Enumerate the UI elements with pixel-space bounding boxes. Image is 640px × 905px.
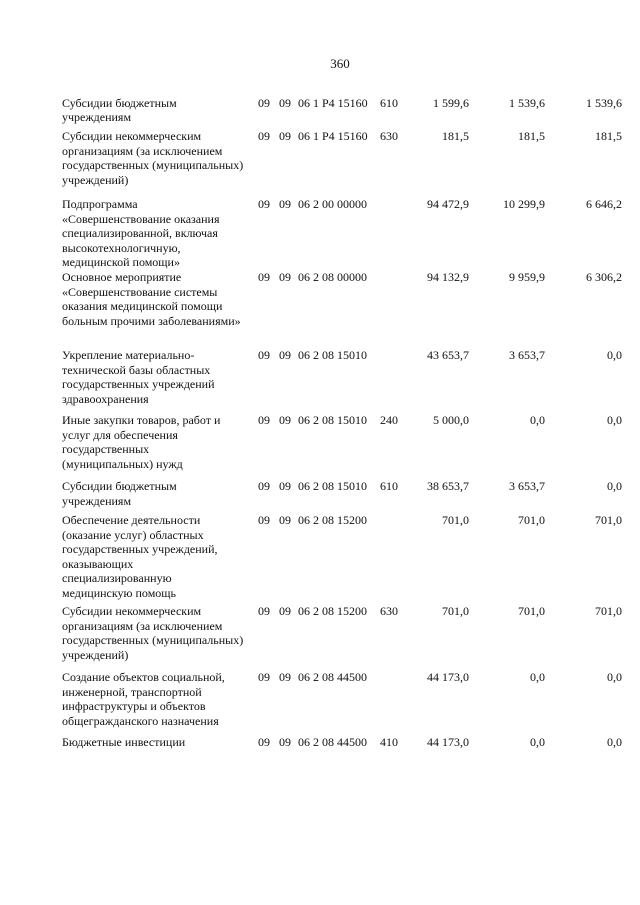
row-target: 06 2 08 44500 [298,735,367,749]
row-target: 06 1 Р4 15160 [298,129,368,143]
row-section: 09 [258,129,270,143]
row-value-3: 6 646,2 [586,197,622,211]
row-name: Бюджетные инвестиции [62,735,186,749]
row-name: Подпрограмма «Совершенствование оказания специализированной, включая высокотехнологичную, медицинской помощи» [62,197,220,269]
row-vr: 610 [380,96,398,110]
row-value-2: 3 653,7 [509,479,545,493]
row-value-3: 0,0 [607,348,622,362]
row-target: 06 2 08 44500 [298,670,367,684]
row-target: 06 2 08 15010 [298,413,367,427]
row-name: Субсидии некоммерческим организациям (за исключением государственных (муниципальных) учреждений) [62,604,244,662]
row-value-1: 38 653,7 [427,479,469,493]
row-section: 09 [258,413,270,427]
row-section: 09 [258,96,270,110]
row-target: 06 2 08 15010 [298,479,367,493]
row-value-2: 9 959,9 [509,270,545,284]
row-value-1: 43 653,7 [427,348,469,362]
row-value-1: 181,5 [442,129,469,143]
row-section: 09 [258,735,270,749]
row-subsection: 09 [279,96,291,110]
row-value-2: 181,5 [518,129,545,143]
row-value-2: 0,0 [530,413,545,427]
row-subsection: 09 [279,413,291,427]
row-subsection: 09 [279,197,291,211]
row-subsection: 09 [279,513,291,527]
row-value-2: 701,0 [518,604,545,618]
row-value-1: 1 599,6 [433,96,469,110]
row-vr: 630 [380,604,398,618]
row-value-3: 0,0 [607,413,622,427]
page-number: 360 [330,56,350,71]
row-target: 06 2 08 00000 [298,270,367,284]
row-value-3: 0,0 [607,670,622,684]
row-value-1: 44 173,0 [427,735,469,749]
row-subsection: 09 [279,479,291,493]
row-target: 06 1 Р4 15160 [298,96,368,110]
row-target: 06 2 00 00000 [298,197,367,211]
row-name: Обеспечение деятельности (оказание услуг) областных государственных учреждений, оказывающих специализированную медицинскую помощь [62,513,218,600]
row-value-3: 701,0 [595,604,622,618]
row-value-2: 3 653,7 [509,348,545,362]
row-subsection: 09 [279,735,291,749]
row-value-1: 44 173,0 [427,670,469,684]
row-name: Субсидии некоммерческим организациям (за исключением государственных (муниципальных) учреждений) [62,129,244,187]
row-name: Иные закупки товаров, работ и услуг для обеспечения государственных (муниципальных) нужд [62,413,221,471]
row-subsection: 09 [279,670,291,684]
row-value-1: 94 132,9 [427,270,469,284]
row-name: Основное мероприятие «Совершенствование системы оказания медицинской помощи больным прочими заболеваниями» [62,270,241,328]
row-vr: 630 [380,129,398,143]
row-value-3: 0,0 [607,735,622,749]
row-subsection: 09 [279,348,291,362]
row-target: 06 2 08 15010 [298,348,367,362]
row-value-3: 701,0 [595,513,622,527]
row-subsection: 09 [279,129,291,143]
row-name: Субсидии бюджетным учреждениям [62,479,177,508]
row-section: 09 [258,670,270,684]
row-value-1: 94 472,9 [427,197,469,211]
row-target: 06 2 08 15200 [298,513,367,527]
row-value-3: 1 539,6 [586,96,622,110]
row-vr: 410 [380,735,398,749]
row-value-1: 5 000,0 [433,413,469,427]
row-section: 09 [258,604,270,618]
row-section: 09 [258,479,270,493]
row-value-2: 1 539,6 [509,96,545,110]
row-subsection: 09 [279,270,291,284]
row-vr: 240 [380,413,398,427]
row-section: 09 [258,197,270,211]
row-target: 06 2 08 15200 [298,604,367,618]
row-value-2: 0,0 [530,735,545,749]
row-value-1: 701,0 [442,513,469,527]
row-name: Субсидии бюджетным учреждениям [62,96,177,124]
row-section: 09 [258,348,270,362]
row-section: 09 [258,270,270,284]
row-value-2: 10 299,9 [503,197,545,211]
row-value-3: 0,0 [607,479,622,493]
row-name: Укрепление материально-технической базы областных государственных учреждений здравоохранения [62,348,215,406]
row-section: 09 [258,513,270,527]
row-value-3: 181,5 [595,129,622,143]
row-subsection: 09 [279,604,291,618]
row-vr: 610 [380,479,398,493]
row-value-1: 701,0 [442,604,469,618]
row-value-2: 701,0 [518,513,545,527]
row-value-3: 6 306,2 [586,270,622,284]
row-name: Создание объектов социальной, инженерной, транспортной инфраструктуры и объектов общегражданского назначения [62,670,225,728]
row-value-2: 0,0 [530,670,545,684]
